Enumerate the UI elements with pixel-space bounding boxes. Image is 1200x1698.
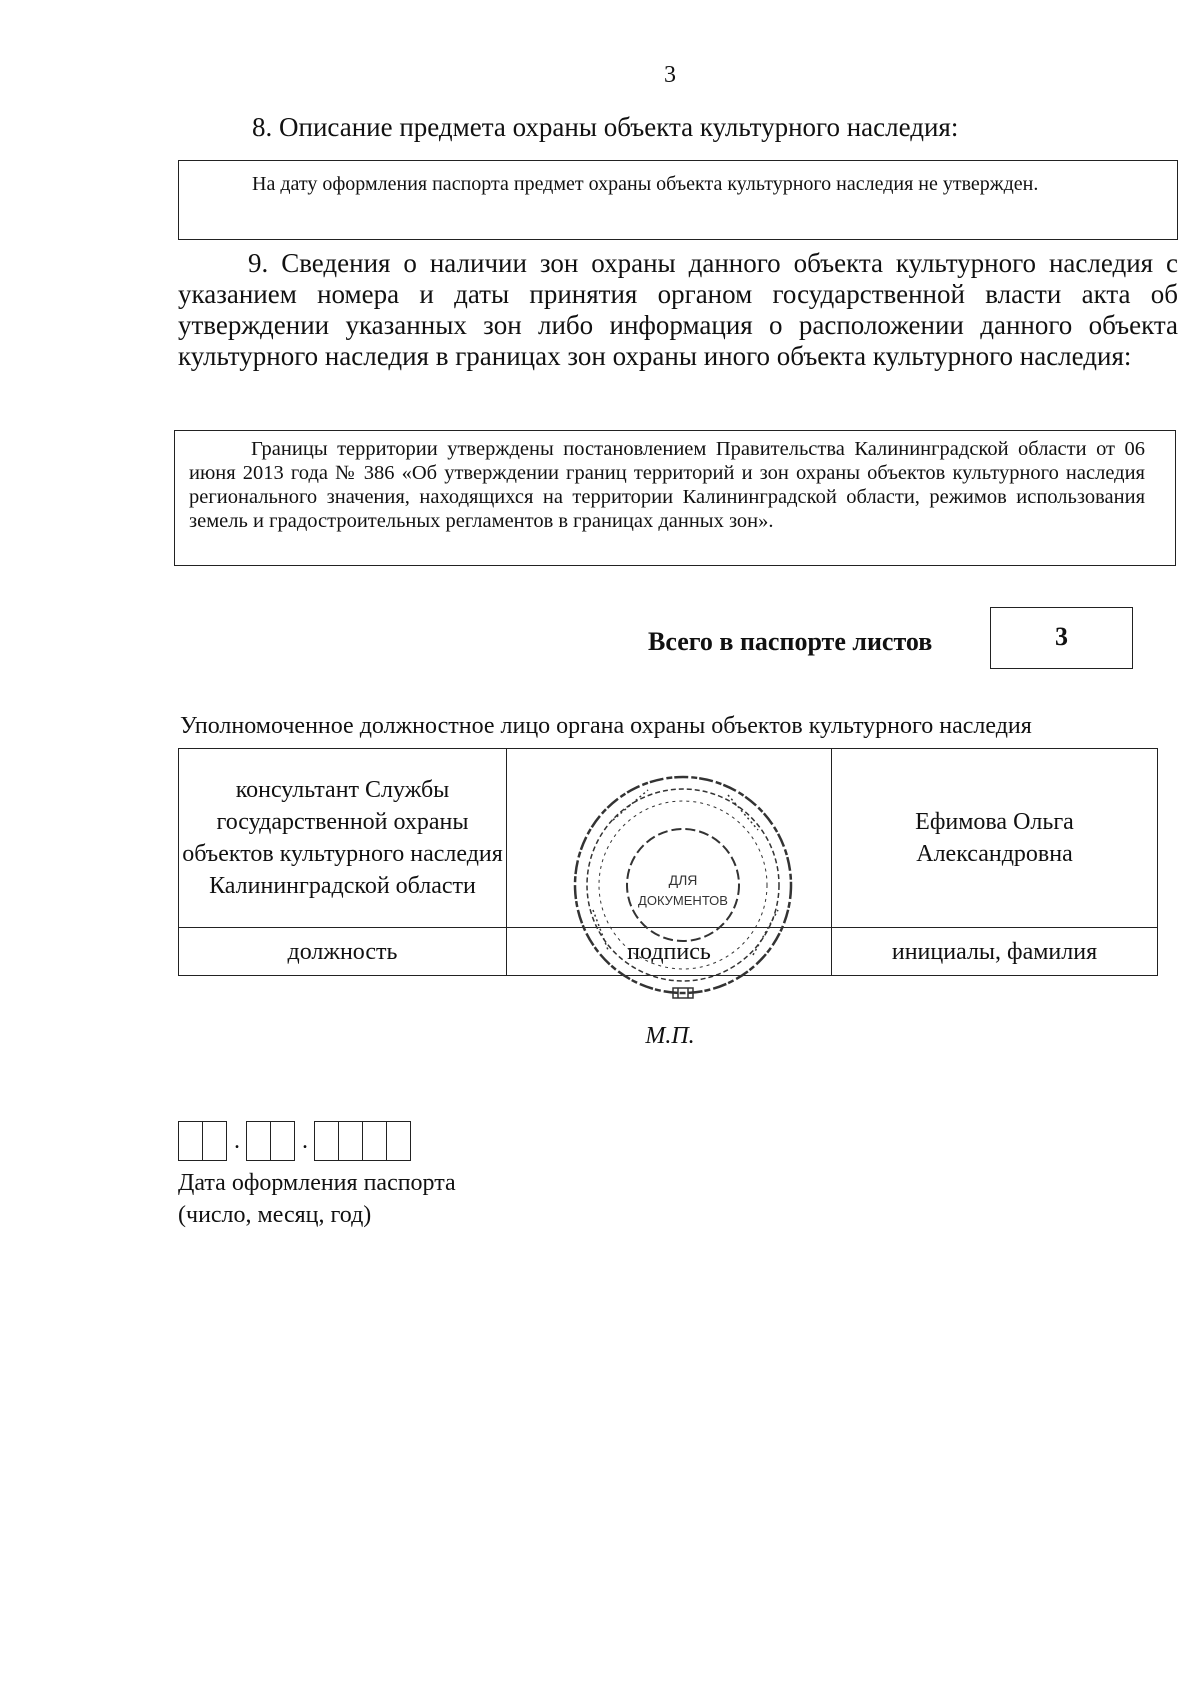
date-separator: . [234,1128,240,1154]
section-8-heading: 8. Описание предмета охраны объекта культурного наследия: [252,112,959,142]
date-year-digit-3 [362,1121,387,1161]
section-8-text: На дату оформления паспорта предмет охраны объекта культурного наследия не утвержден. [252,173,1039,195]
section-9-box [174,430,1176,566]
position-caption: должность [179,928,507,976]
name-caption: инициалы, фамилия [832,928,1158,976]
section-8-box [178,160,1178,240]
date-caption-line2: (число, месяц, год) [178,1202,372,1228]
signature-caption: подпись [507,928,832,976]
date-month-digit-1 [246,1121,271,1161]
stamp-place-label: М.П. [645,1023,695,1049]
date-year-digit-2 [338,1121,363,1161]
official-name-text: Ефимова Ольга Александровна [915,809,1074,867]
section-9-text: Границы территории утверждены постановлением Правительства Калининградской области от 06 июня 2013 года № 386 «Об утверждении границ территорий и зон охраны объектов культурного наследия регионального значения, находящихся на территории Калининградской области, режимов использования земель и градостроительных регламентов в границах данных зон». [189,438,1145,532]
total-sheets-label: Всего в паспорте листов [648,627,933,656]
official-name [832,749,1158,928]
official-label: Уполномоченное должностное лицо органа охраны объектов культурного наследия [180,713,1032,739]
official-position: консультант Службы государственной охраны объектов культурного наследия Калининградской области [179,749,507,928]
page-number: 3 [664,62,676,88]
seal-text-1: ДЛЯ [668,872,698,888]
date-caption-line1: Дата оформления паспорта [178,1170,456,1196]
date-separator: . [302,1128,308,1154]
date-year-digit-1 [314,1121,339,1161]
date-year-digit-4 [386,1121,411,1161]
date-day-digit-2 [202,1121,227,1161]
section-9-heading: 9. Сведения о наличии зон охраны данного объекта культурного наследия с указанием номера и даты принятия органом государственной власти акта об утверждении указанных зон либо информация о расположении данного объекта культурного наследия в границах зон охраны иного объекта культурного наследия: [178,248,1178,371]
total-sheets-value: 3 [990,607,1133,669]
seal-text-2: ДОКУМЕНТОВ [638,893,728,908]
official-seal [553,760,813,1010]
date-day-digit-1 [178,1121,203,1161]
date-month-digit-2 [270,1121,295,1161]
date-caption [178,1167,456,1231]
section-9-heading-block [178,248,1178,372]
